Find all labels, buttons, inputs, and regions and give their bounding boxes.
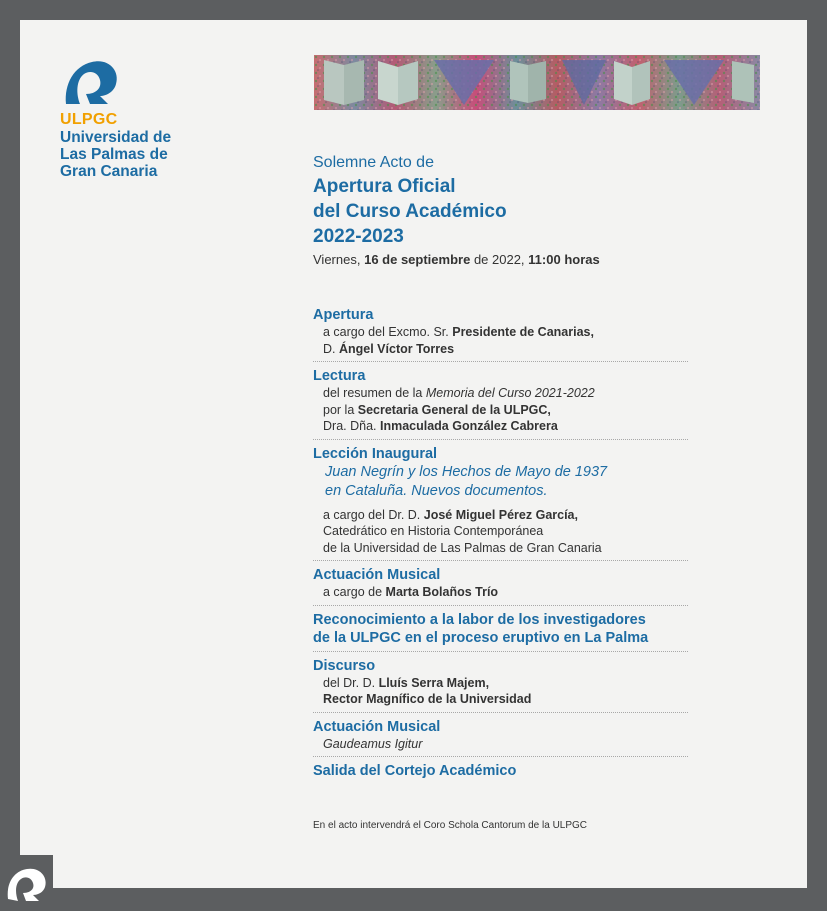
artwork-banner (314, 55, 760, 110)
line-italic: Memoria del Curso 2021-2022 (425, 386, 595, 400)
line-bold: Ángel Víctor Torres (338, 341, 455, 356)
line-bold: Inmaculada González Cabrera (379, 419, 558, 433)
program-item-line (313, 507, 688, 524)
logo-acronym: ULPGC (60, 111, 118, 128)
logo-name-line: Las Palmas de (60, 146, 168, 163)
line-text: del resumen de la (323, 386, 426, 400)
logo-name-line: Gran Canaria (60, 163, 158, 180)
program-list (313, 306, 688, 789)
line-bold: Lluís Serra Majem, (378, 675, 490, 690)
date-day-month: 16 de septiembre (364, 252, 471, 267)
corner-badge (0, 855, 53, 906)
line-text: a cargo de (323, 585, 386, 599)
ulpgc-mark-icon (60, 54, 124, 106)
program-item-line (313, 402, 688, 419)
program-item-title: Reconocimiento a la labor de los investigadores (313, 611, 646, 628)
lecture-title-line: Juan Negrín y los Hechos de Mayo de 1937 (325, 463, 608, 480)
line-text: a cargo del Excmo. Sr. (323, 325, 453, 339)
line-text: D. (323, 341, 339, 356)
event-title-line: 2022-2023 (313, 226, 404, 247)
program-item-line: Gaudeamus Igitur (323, 736, 423, 751)
event-date (313, 252, 600, 267)
lecture-title (313, 463, 688, 501)
program-item-reconocimiento (313, 611, 688, 652)
program-item-actuacion-2 (313, 718, 688, 758)
line-bold: Marta Bolaños Trío (385, 585, 499, 599)
program-item-leccion (313, 445, 688, 562)
line-bold: Rector Magnífico de la Universidad (323, 692, 532, 706)
event-title (313, 174, 733, 249)
program-item-line (313, 324, 688, 341)
program-item-line (313, 341, 688, 358)
line-bold: José Miguel Pérez García, (423, 507, 578, 522)
program-item-actuacion-1 (313, 566, 688, 606)
program-item-title: Apertura (313, 307, 374, 323)
program-item-discurso (313, 657, 688, 713)
lecture-title-line: en Cataluña. Nuevos documentos. (325, 482, 548, 499)
program-item-lectura (313, 367, 688, 440)
date-time: 11:00 horas (528, 252, 600, 267)
program-item-line (313, 385, 688, 402)
program-item-apertura (313, 306, 688, 362)
banner-artwork-image (314, 55, 760, 110)
program-item-line (313, 418, 688, 435)
date-weekday: Viernes, (313, 252, 361, 267)
logo-university-name (60, 129, 220, 180)
event-title-line: Apertura Oficial (313, 176, 456, 197)
line-text: por la (323, 402, 358, 417)
program-item-line: Catedrático en Historia Contemporánea (323, 524, 544, 538)
line-text: a cargo del Dr. D. (323, 507, 424, 522)
program-item-title: Lectura (313, 368, 366, 384)
program-item-title: de la ULPGC en el proceso eruptivo en La Palma (313, 629, 649, 646)
footnote: En el acto intervendrá el Coro Schola Cantorum de la ULPGC (313, 820, 588, 831)
line-bold: Presidente de Canarias, (452, 325, 594, 339)
line-bold: Secretaria General de la ULPGC, (357, 402, 551, 417)
logo-name-line: Universidad de (60, 129, 172, 146)
line-text: del Dr. D. (323, 675, 379, 690)
program-item-salida (313, 762, 688, 784)
ulpgc-logo (60, 54, 124, 106)
invitation-card (20, 20, 807, 888)
event-title-line: del Curso Académico (313, 201, 507, 222)
date-year: de 2022, (473, 252, 525, 267)
program-item-line (313, 691, 688, 708)
program-item-title: Actuación Musical (313, 567, 441, 583)
program-item-title: Actuación Musical (313, 718, 441, 735)
line-text: Dra. Dña. (323, 419, 380, 433)
program-item-title: Discurso (313, 657, 376, 674)
program-item-line (313, 584, 688, 601)
program-item-line: de la Universidad de Las Palmas de Gran Canaria (323, 540, 602, 555)
program-item-title: Lección Inaugural (313, 445, 438, 462)
program-item-title: Salida del Cortejo Académico (313, 763, 517, 779)
program-item-line (313, 675, 688, 692)
event-intro: Solemne Acto de (313, 154, 434, 171)
ulpgc-mark-icon (0, 855, 53, 906)
